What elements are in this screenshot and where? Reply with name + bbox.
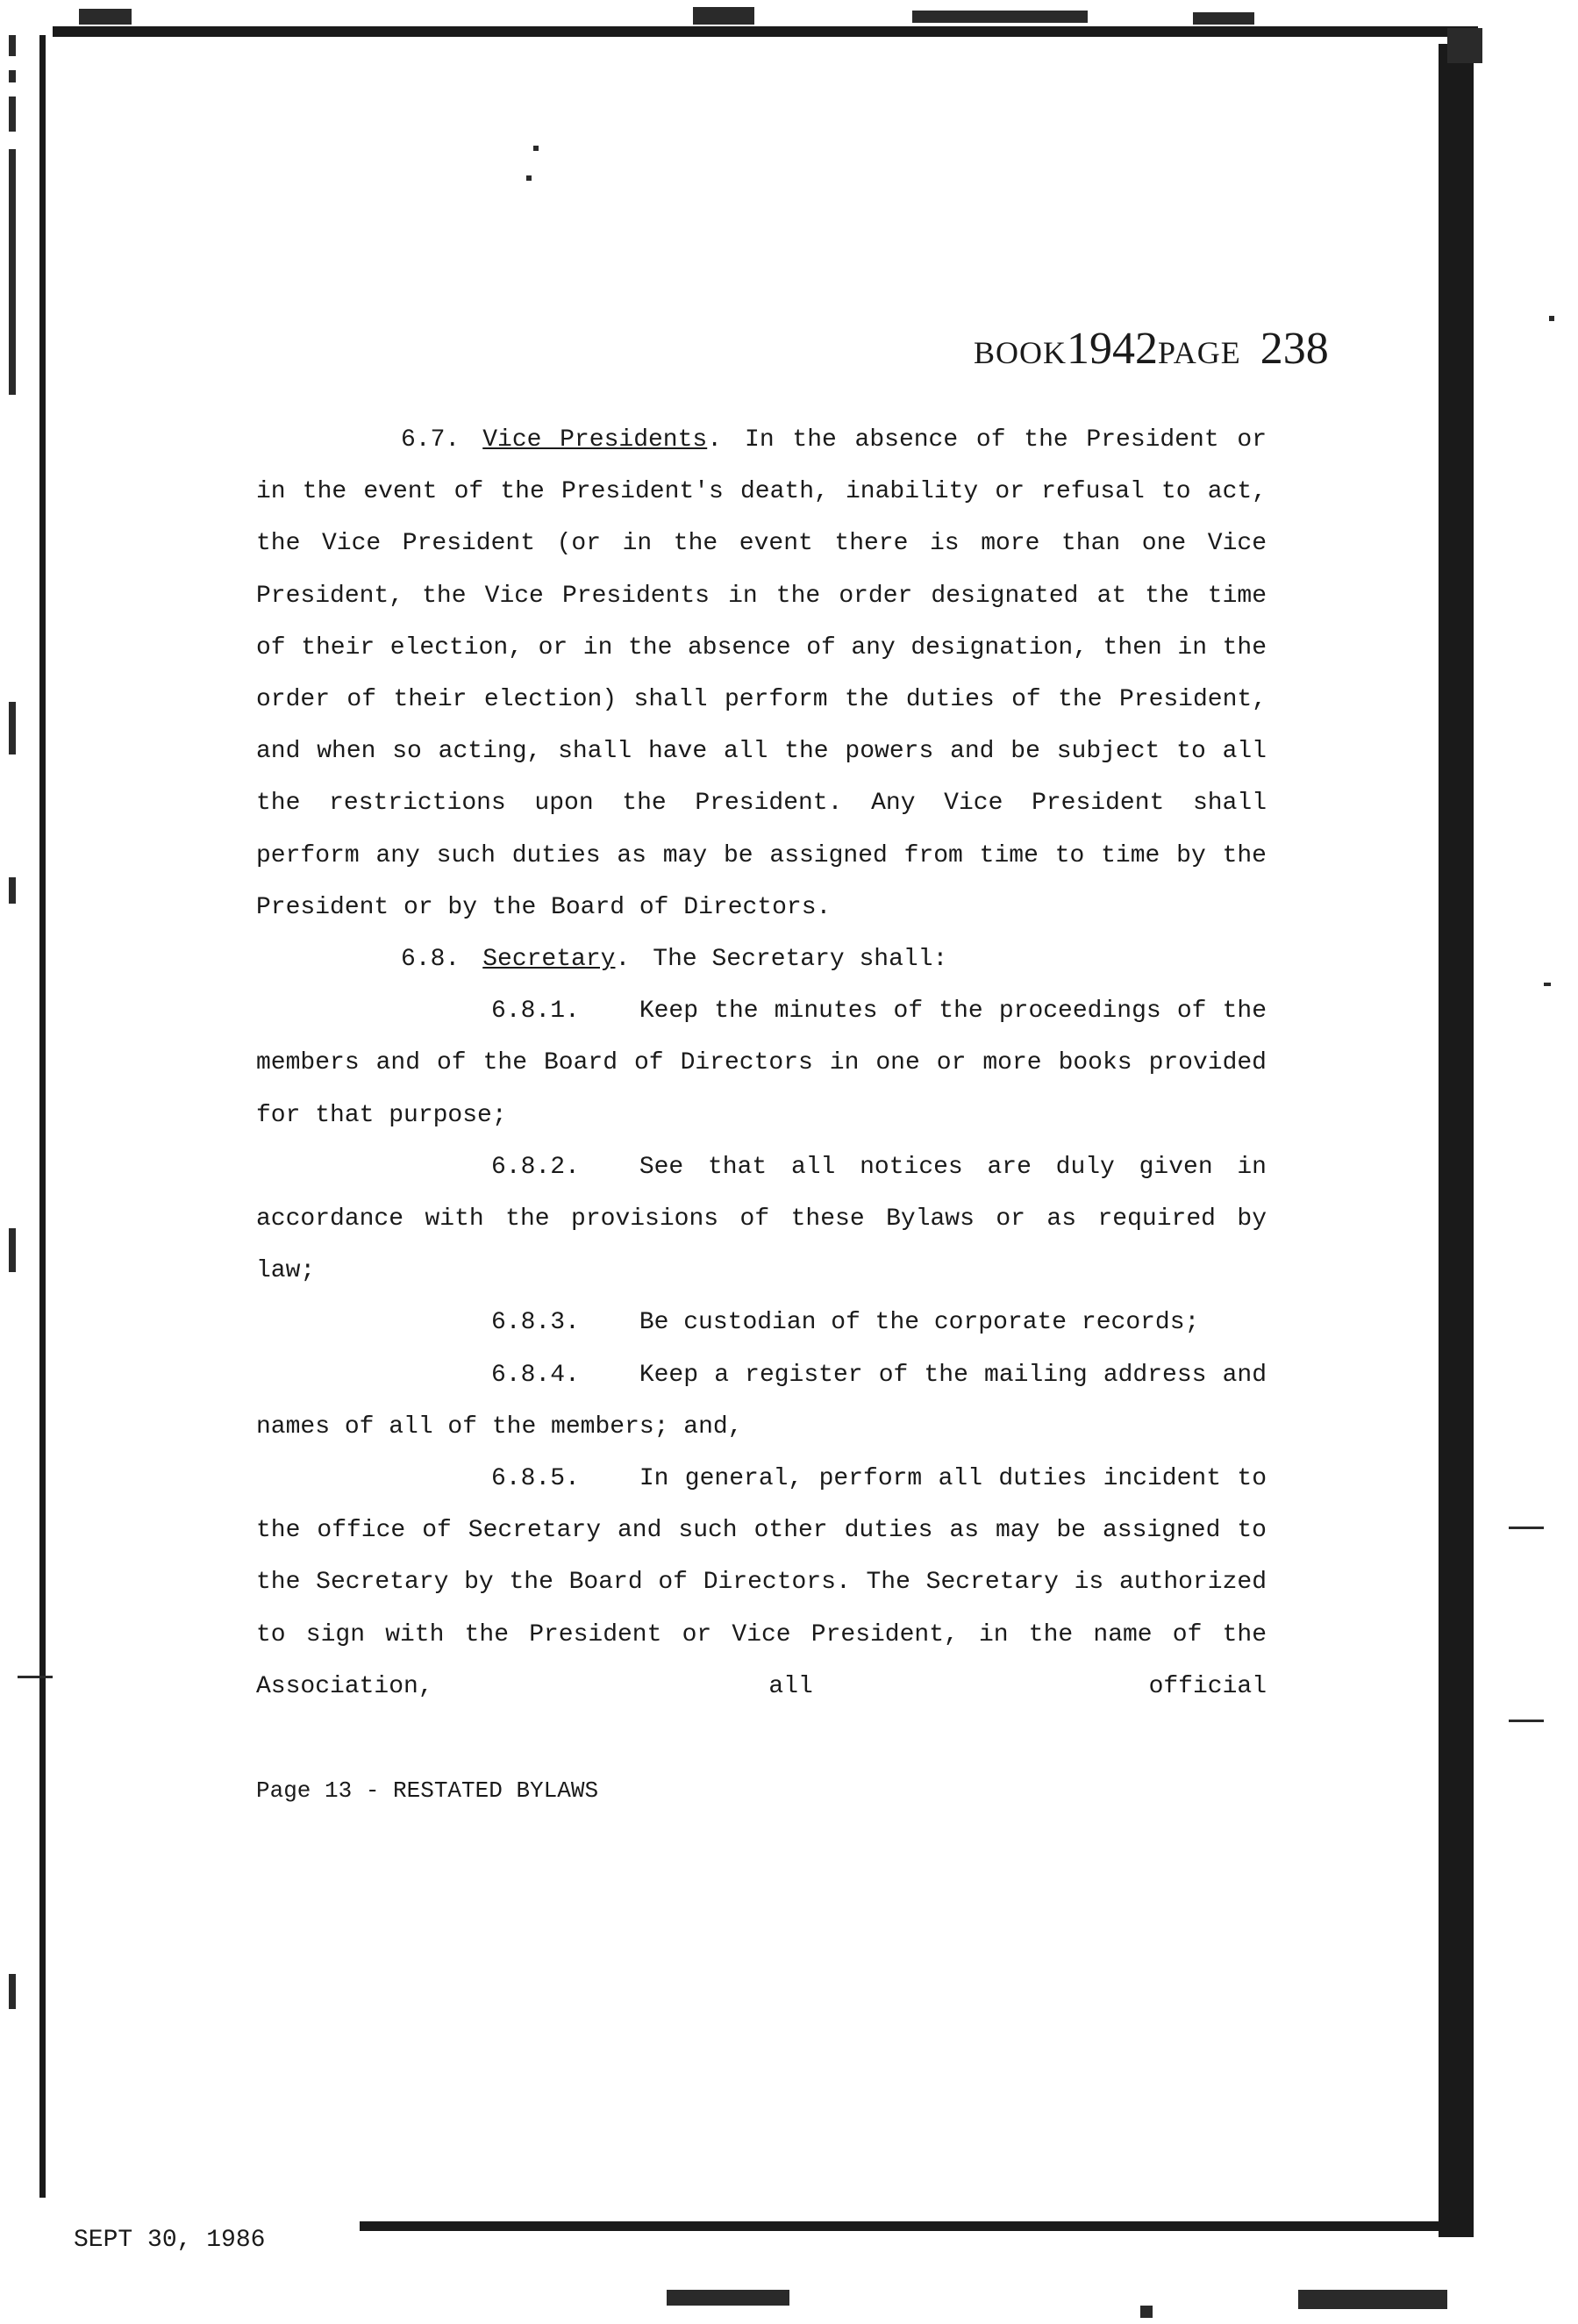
section-title: Vice Presidents	[482, 426, 708, 454]
page-border-bottom	[360, 2221, 1465, 2231]
scan-noise	[1549, 316, 1554, 321]
date-stamp: SEPT 30, 1986	[74, 2227, 266, 2254]
section-6-8-5	[256, 1453, 1267, 1713]
scan-noise	[1298, 2290, 1447, 2309]
page-label: PAGE	[1158, 335, 1241, 370]
scan-noise	[1193, 12, 1254, 25]
section-text: The Secretary shall:	[653, 946, 948, 974]
scan-noise	[18, 1676, 53, 1678]
section-6-8-3	[256, 1297, 1267, 1348]
subsection-number: 6.8.1.	[491, 998, 580, 1026]
subsection-number: 6.8.4.	[491, 1361, 580, 1389]
subsection-number: 6.8.5.	[491, 1465, 580, 1493]
page-footer: Page 13 - RESTATED BYLAWS	[256, 1777, 599, 1804]
scan-noise	[533, 146, 539, 151]
scan-noise	[1509, 1720, 1544, 1722]
scan-noise	[79, 9, 132, 25]
section-6-8-2	[256, 1141, 1267, 1298]
scan-noise	[9, 35, 16, 56]
subsection-number: 6.8.2.	[491, 1153, 580, 1181]
scan-noise	[1509, 1527, 1544, 1529]
scan-noise	[9, 70, 16, 82]
page-border-left	[39, 35, 46, 2198]
scan-noise	[667, 2290, 789, 2306]
scan-noise	[693, 7, 754, 25]
scan-noise	[9, 1974, 16, 2009]
book-label: BOOK	[974, 335, 1067, 370]
page-border-top	[53, 26, 1478, 37]
section-6-8-1	[256, 985, 1267, 1141]
document-body	[256, 414, 1267, 1713]
section-6-8-4	[256, 1349, 1267, 1453]
subsection-text: In general, perform all duties incident to the office of Secretary and such other duties as may be assigned to the Secretary by the Board of Directors. The Secretary is authorized to sign with the President or Vice President, in the name of the Association, all official	[256, 1465, 1267, 1700]
page-border-right	[1439, 44, 1474, 2237]
scan-noise	[9, 702, 16, 754]
scan-noise	[526, 175, 532, 181]
scan-noise	[1140, 2306, 1153, 2318]
scan-noise	[1447, 28, 1482, 63]
scan-noise	[9, 877, 16, 904]
section-6-7: 6.7. Vice Presidents. In the absence of the President or in the event of the President's death, inability or refusal to act, the Vice President (or in the event there is more than one Vice President, the Vice Presidents in the order designated at the time of their election, or in the absence of any designation, then in the order of their election) shall perform the duties of the President, and when so acting, shall have all the powers and be subject to all the restrictions upon the President. Any Vice President shall perform any such duties as may be assigned from time to time by the President or by the Board of Directors.	[256, 426, 1267, 921]
subsection-number: 6.8.3.	[491, 1309, 580, 1337]
section-6-8: 6.8. Secretary. The Secretary shall:	[401, 946, 948, 974]
scan-noise	[1544, 983, 1551, 986]
scan-noise	[9, 149, 16, 395]
section-number: 6.7.	[401, 426, 461, 454]
scan-noise	[9, 1228, 16, 1272]
subsection-text: See that all notices are duly given in accordance with the provisions of these Bylaws or as required by law;	[256, 1153, 1267, 1285]
subsection-text: Keep the minutes of the proceedings of the members and of the Board of Directors in one or more books provided for that purpose;	[256, 998, 1267, 1129]
book-number: 1942	[1067, 324, 1159, 374]
section-title: Secretary	[482, 946, 616, 974]
section-text: In the absence of the President or in the event of the President's death, inability or refusal to act, the Vice President (or in the event there is more than one Vice President, the Vice Presidents in the order designated at the time of their election, or in the absence of any designation, then in the order of their election) shall perform the duties of the President, and when so acting, shall have all the powers and be subject to all the restrictions upon the President. Any Vice President shall perform any such duties as may be assigned from time to time by the President or by the Board of Directors.	[256, 426, 1267, 921]
scan-noise	[9, 97, 16, 132]
page-number: 238	[1260, 324, 1329, 374]
subsection-text: Be custodian of the corporate records;	[639, 1309, 1200, 1337]
book-page-stamp	[974, 323, 1329, 375]
section-number: 6.8.	[401, 946, 461, 974]
scan-noise	[912, 11, 1088, 23]
subsection-text: Keep a register of the mailing address and names of all of the members; and,	[256, 1361, 1267, 1441]
